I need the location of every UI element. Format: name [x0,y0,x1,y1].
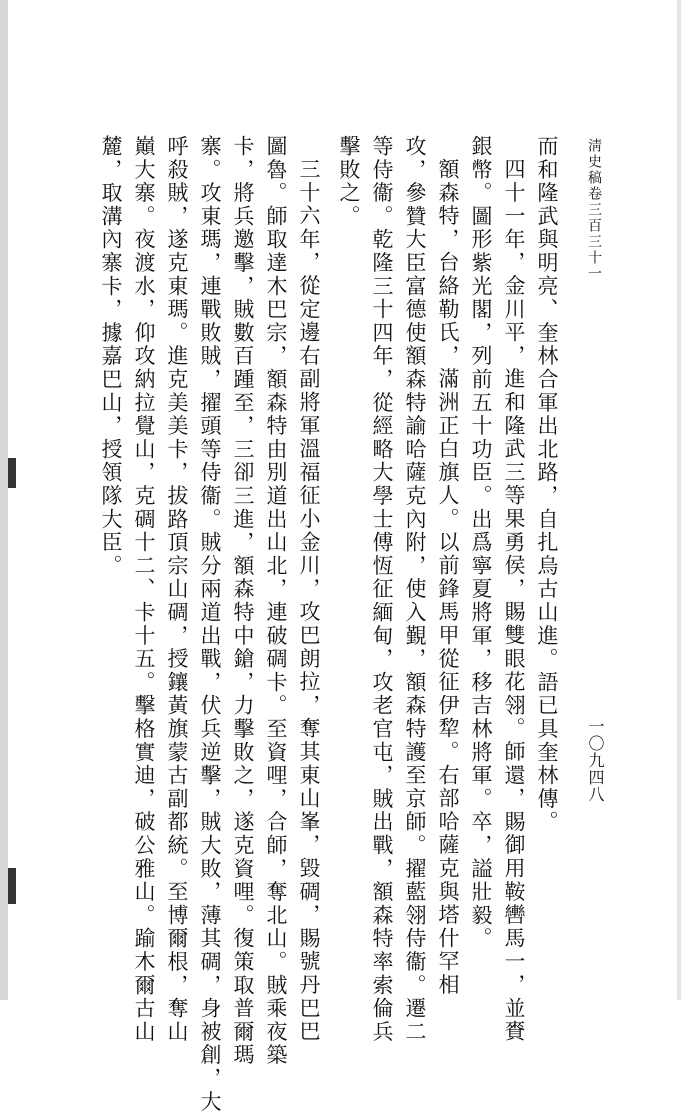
running-header: 淸史稿卷三百三十一 [586,138,602,282]
margin-mark [8,458,16,488]
text-column: 銀幣。圖形紫光閣，列前五十功臣。出爲寧夏將軍，移吉林將軍。卒，謚壯毅。 [469,135,493,951]
text-column: 擊敗之。 [337,135,361,229]
text-column: 巔大寨。夜渡水，仰攻納拉覺山，克碉十二、卡十五。擊格實迪，破公雅山。踰木爾古山 [132,135,156,1044]
text-column: 卡，將兵邀擊，賊數百踵至，三卻三進，額森特中鎗，力擊敗之，遂克資哩。復策取普爾瑪 [231,135,255,1067]
text-column: 呼殺賊，遂克東瑪。進克美美卡，拔路頂宗山碉，授鑲黃旗蒙古副都統。至博爾根，奪山 [165,135,189,1044]
page-number: 一〇九四八 [586,718,605,803]
text-column: 寨。攻東瑪，連戰敗賊，擢頭等侍衞。賊分兩道出戰，伏兵逆擊，賊大敗，薄其碉，身被創，大 [198,135,222,1114]
text-column: 麓，取溝內寨卡，據嘉巴山，授領隊大臣。 [99,135,123,578]
text-column: 圖魯。師取達木巴宗，額森特由別道出山北，連破碉卡。至資哩，合師，奪北山。賊乘夜築 [264,135,288,1067]
text-column: 額森特，台絡勒氏，滿洲正白旗人。以前鋒馬甲從征伊犂。右部哈薩克與塔什罕相 [436,158,460,997]
text-column: 等侍衞。乾隆三十四年，從經略大學士傅恆征緬甸，攻老官屯，賊出戰，額森特率索倫兵 [370,135,394,1044]
text-column: 攻，參贊大臣富德使額森特諭哈薩克內附，使入覲，額森特護至京師。擢藍翎侍衞。遷二 [403,135,427,1044]
text-column: 四十一年，金川平，進和隆武三等果勇侯，賜雙眼花翎。師還，賜御用鞍轡馬一，並賚 [502,158,526,1044]
text-column: 而和隆武與明亮、奎林合軍出北路，自扎烏古山進。語已具奎林傳。 [535,135,559,834]
scan-left-edge [0,0,8,1000]
text-column: 三十六年，從定邊右副將軍溫福征小金川，攻巴朗拉，奪其東山峯，毀碉，賜號丹巴巴 [297,158,321,1044]
scan-right-edge [677,0,681,1000]
margin-mark [8,868,16,904]
